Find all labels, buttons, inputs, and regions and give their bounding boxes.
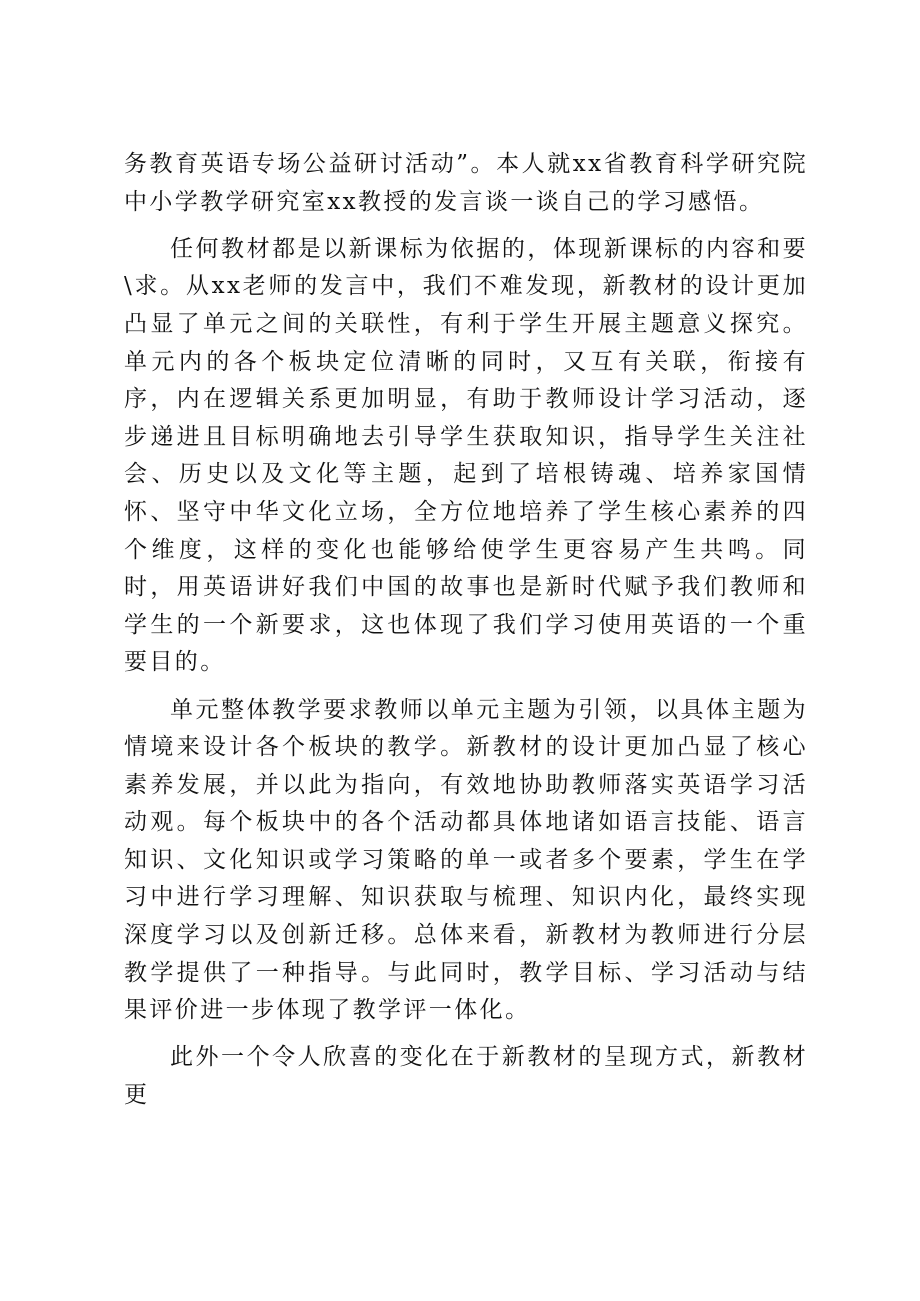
paragraph-2: 任何教材都是以新课标为依据的，体现新课标的内容和要\求。从xx老师的发言中，我们不难发现，新教材的设计更加凸显了单元之间的关联性，有利于学生开展主题意义探究。单元内的各个板块定位清晰的同时，又互有关联，衔接有序，内在逻辑关系更加明显，有助于教师设计学习活动，逐步递进且目标明确地去引导学生获取知识，指导学生关注社会、历史以及文化等主题，起到了培根铸魂、培养家国情怀、坚守中华文化立场，全方位地培养了学生核心素养的四个维度，这样的变化也能够给使学生更容易产生共鸣。同时，用英语讲好我们中国的故事也是新时代赋予我们教师和学生的一个新要求，这也体现了我们学习使用英语的一个重要目的。 <box>124 235 808 676</box>
document-body <box>124 146 808 1124</box>
paragraph-3: 单元整体教学要求教师以单元主题为引领，以具体主题为情境来设计各个板块的教学。新教材的设计更加凸显了核心素养发展，并以此为指向，有效地协助教师落实英语学习活动观。每个板块中的各个活动都具体地诸如语言技能、语言知识、文化知识或学习策略的单一或者多个要素，学生在学习中进行学习理解、知识获取与梳理、知识内化，最终实现深度学习以及创新迁移。总体来看，新教材为教师进行分层教学提供了一种指导。与此同时，教学目标、学习活动与结果评价进一步体现了教学评一体化。 <box>124 696 808 1024</box>
paragraph-1: 务教育英语专场公益研讨活动”。本人就xx省教育科学研究院中小学教学研究室xx教授的发言谈一谈自己的学习感悟。 <box>124 151 808 215</box>
paragraph-4: 此外一个令人欣喜的变化在于新教材的呈现方式，新教材更 <box>124 1044 808 1109</box>
